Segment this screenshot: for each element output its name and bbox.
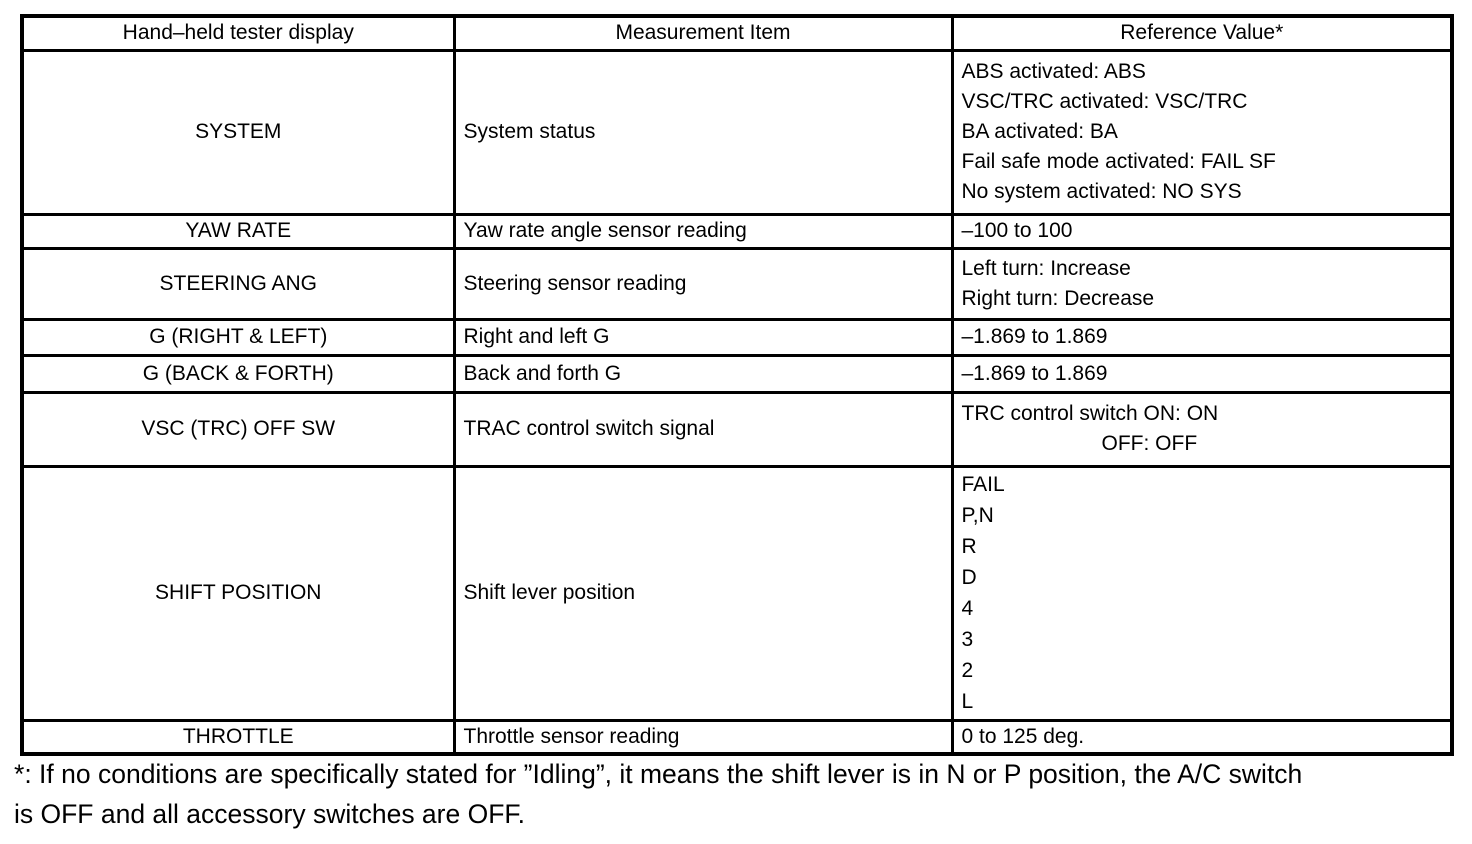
table-row-yaw-rate	[22, 214, 1452, 248]
reference-line: Right turn: Decrease	[961, 286, 1155, 310]
cell-display: VSC (TRC) OFF SW	[22, 392, 454, 466]
tester-reference-table	[20, 14, 1454, 756]
reference-line: ABS activated: ABS	[961, 60, 1146, 83]
reference-line: VSC/TRC activated: VSC/TRC	[961, 90, 1248, 113]
cell-display: STEERING ANG	[22, 248, 454, 319]
cell-reference	[952, 355, 1452, 392]
cell-item: System status	[454, 50, 952, 214]
cell-display: SYSTEM	[22, 50, 454, 214]
cell-item: Yaw rate angle sensor reading	[454, 214, 952, 248]
footnote-line-1: *: If no conditions are specifically stated for ”Idling”, it means the shift lever is in N or P position, the A/C switch	[14, 759, 1303, 789]
reference-line: Left turn: Increase	[961, 256, 1131, 280]
table-row-system	[22, 50, 1452, 214]
table-row-steering-ang	[22, 248, 1452, 319]
reference-line: 0 to 125 deg.	[961, 724, 1085, 748]
col-header-measurement-item: Measurement Item	[454, 16, 952, 50]
cell-item: Back and forth G	[454, 355, 952, 392]
cell-display: G (RIGHT & LEFT)	[22, 319, 454, 355]
table-row-vsc-trc-off-sw	[22, 392, 1452, 466]
col-header-reference-value: Reference Value*	[952, 16, 1452, 50]
cell-display: G (BACK & FORTH)	[22, 355, 454, 392]
cell-reference	[952, 214, 1452, 248]
reference-line: Fail safe mode activated: FAIL SF	[961, 150, 1276, 173]
cell-reference	[952, 392, 1452, 466]
reference-line: –1.869 to 1.869	[961, 361, 1108, 385]
reference-line: L	[961, 690, 974, 713]
cell-reference	[952, 248, 1452, 319]
cell-reference	[952, 720, 1452, 754]
cell-reference	[952, 319, 1452, 355]
footnote	[14, 754, 1470, 834]
reference-line: BA activated: BA	[961, 120, 1118, 143]
reference-line: D	[961, 566, 977, 589]
reference-line: P,N	[961, 504, 994, 527]
cell-display: YAW RATE	[22, 214, 454, 248]
cell-reference	[952, 466, 1452, 720]
reference-line: –100 to 100	[961, 219, 1073, 242]
cell-display: SHIFT POSITION	[22, 466, 454, 720]
cell-item: TRAC control switch signal	[454, 392, 952, 466]
footnote-line-2: is OFF and all accessory switches are OFF.	[14, 799, 526, 829]
reference-line: –1.869 to 1.869	[961, 325, 1108, 348]
cell-item: Throttle sensor reading	[454, 720, 952, 754]
table-row-g-right-left	[22, 319, 1452, 355]
table-row-g-back-forth	[22, 355, 1452, 392]
table-row-shift-position	[22, 466, 1452, 720]
reference-line: OFF: OFF	[1101, 432, 1198, 455]
col-header-tester-display: Hand–held tester display	[22, 16, 454, 50]
cell-item: Right and left G	[454, 319, 952, 355]
cell-display: THROTTLE	[22, 720, 454, 754]
cell-item: Steering sensor reading	[454, 248, 952, 319]
reference-line: 2	[961, 659, 974, 682]
reference-line: No system activated: NO SYS	[961, 180, 1242, 203]
table-row-throttle	[22, 720, 1452, 754]
reference-line: 4	[961, 597, 974, 620]
reference-line: TRC control switch ON: ON	[961, 402, 1219, 425]
reference-line: R	[961, 535, 977, 558]
cell-item: Shift lever position	[454, 466, 952, 720]
cell-reference	[952, 50, 1452, 214]
reference-line: 3	[961, 628, 974, 651]
header-row	[22, 16, 1452, 50]
reference-line: FAIL	[961, 473, 1005, 496]
